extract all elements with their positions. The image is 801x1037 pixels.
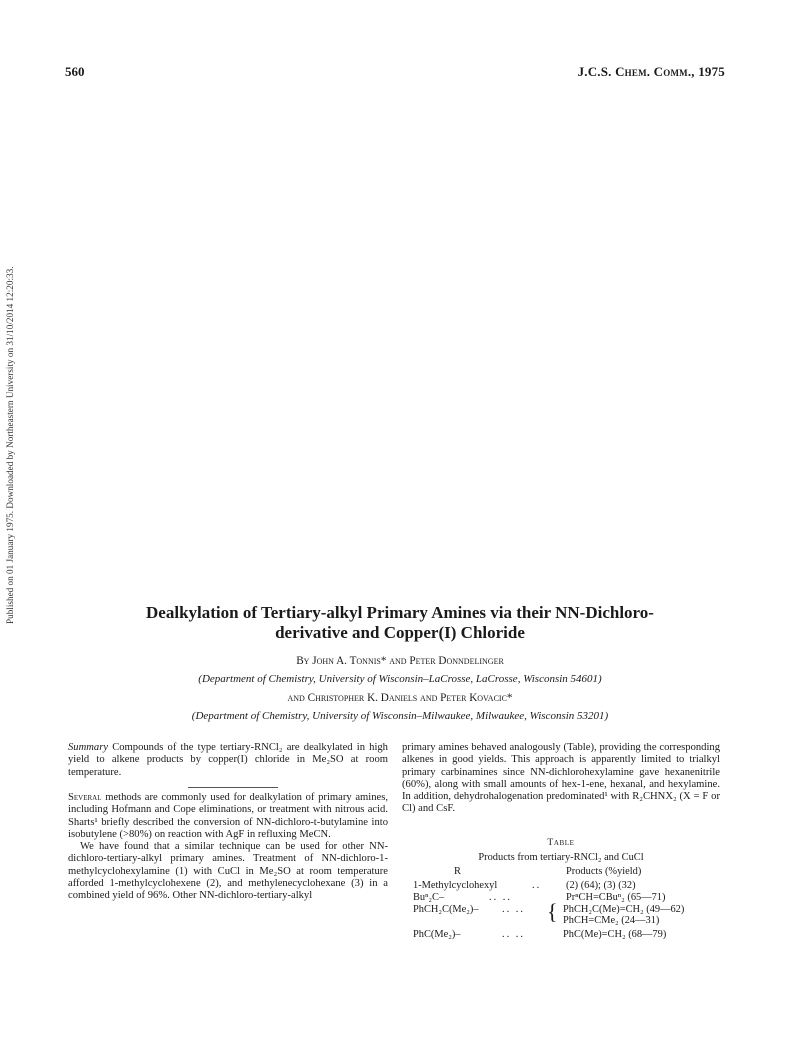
side-note-text: Published on 01 January 1975. Downloaded by Northeastern University on 31/10/2014 12:20:33. (5, 266, 15, 624)
table-row-r: Buⁿ₂C– (413, 892, 445, 903)
table-row-dots: .. (532, 880, 542, 891)
article-title (100, 603, 700, 643)
table-row-products-alt: PhCH=CMe₂ (24—31) (563, 915, 660, 926)
table-header-r: R (454, 866, 461, 877)
title-line-1: Dealkylation of Tertiary-alkyl Primary Amines via their NN-Dichloro- (146, 603, 654, 622)
table-row-products: PrⁿCH=CBuⁿ₂ (65—71) (566, 892, 666, 903)
table-caption: Products from tertiary-RNCl₂ and CuCl (478, 852, 644, 863)
table-label: Table (547, 837, 575, 848)
para1-lead: Several (68, 792, 102, 803)
author-line-1: By John A. Tonnis* and Peter Donndelinger (296, 655, 504, 667)
page-number: 560 (65, 64, 85, 79)
author-line-2: and Christopher K. Daniels and Peter Kovacic* (287, 692, 513, 704)
summary-block (68, 742, 388, 779)
paragraph-1: methods are commonly used for dealkylation of primary amines, including Hofmann and Cope eliminations, or treatment with nitrous acid. Sharts¹ briefly described the conversion of NN-dichloro-t-butylamine into isobutylene (>80%) on reaction with AgF in refluxing MeCN. (68, 792, 389, 840)
table-row-products: (2) (64); (3) (32) (566, 880, 636, 891)
summary-text: Compounds of the type tertiary-RNCl₂ are dealkylated in high yield to alkene products by copper(I) chloride in Me₂SO at room temperature. (68, 742, 388, 778)
table-row-r: PhCH₂C(Me₂)– (413, 904, 479, 915)
table-row-dots: .. .. (502, 904, 525, 915)
title-line-2: derivative and Copper(I) Chloride (275, 623, 525, 642)
brace-symbol: { (547, 899, 558, 924)
table-header-products: Products (%yield) (566, 866, 642, 877)
table-row-products: PhCH₂C(Me)=CH₂ (49—62) (563, 904, 685, 915)
right-column (402, 742, 720, 816)
summary-divider (188, 787, 278, 788)
table-row-r: 1-Methylcyclohexyl (413, 880, 498, 891)
affiliation-1: (Department of Chemistry, University of Wisconsin–LaCrosse, LaCrosse, Wisconsin 54601) (198, 673, 602, 685)
table-row-dots: .. .. (502, 929, 525, 940)
download-side-note (3, 212, 17, 624)
paragraph-3: primary amines behaved analogously (Table), providing the corresponding alkenes in good yields. This approach is apparently limited to trialkyl primary carbinamines since NN-dichlorohexylamine gave hexanenitrile (60%), along with small amounts of hex-1-ene, hexanal, and hexylamine. In addition, dehydrohalogenation predominated¹ with R₂CHNX₂ (X = F or Cl) and CsF. (402, 742, 720, 815)
table-row-r: PhC(Me₂)– (413, 929, 461, 940)
table-row-products: PhC(Me)=CH₂ (68—79) (563, 929, 667, 940)
affiliation-2: (Department of Chemistry, University of Wisconsin–Milwaukee, Milwaukee, Wisconsin 53201) (191, 710, 609, 722)
paragraph-2: We have found that a similar technique can be used for other NN-dichloro-tertiary-alkyl primary amines. Treatment of NN-dichloro-1-methylcyclohexylamine (1) with CuCl in Me₂SO at room temperature afforded 1-methylcyclohexene (2), and methylenecyclohexane (3) in a combined yield of 96%. Other NN-dichloro-tertiary-alkyl (68, 841, 388, 902)
left-column (68, 792, 388, 903)
journal-header: J.C.S. Chem. Comm., 1975 (577, 64, 725, 79)
table-row-dots: .. .. (489, 892, 512, 903)
summary-label: Summary (68, 742, 109, 753)
